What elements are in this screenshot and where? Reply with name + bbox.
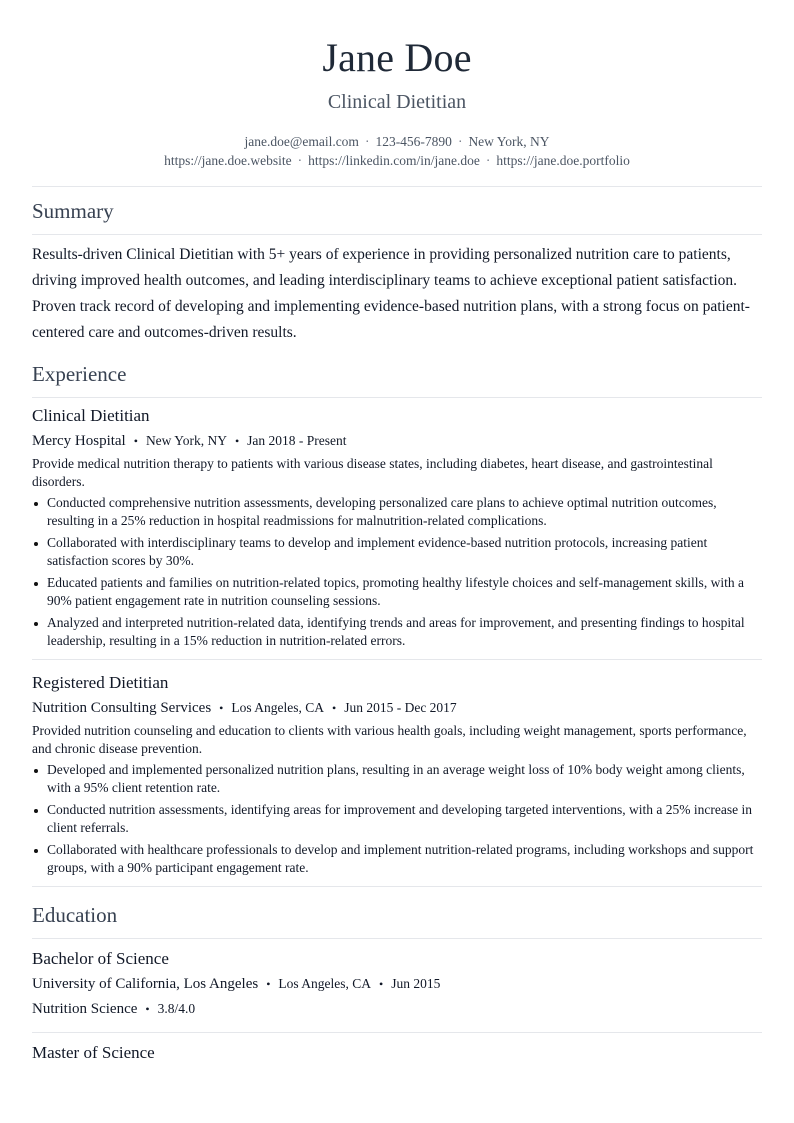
separator: · (457, 134, 463, 149)
separator: · (297, 153, 303, 168)
job-dates: Jun 2015 - Dec 2017 (344, 700, 457, 715)
job-meta (32, 697, 762, 719)
header-divider (32, 186, 762, 187)
portfolio-link[interactable]: https://jane.doe.portfolio (496, 153, 630, 168)
degree-name: Bachelor of Science (32, 949, 169, 968)
candidate-title: Clinical Dietitian (327, 91, 467, 113)
job-achievements (32, 494, 762, 650)
job-entry (32, 671, 762, 877)
education-entry (32, 947, 762, 1021)
achievement-item: Conducted nutrition assessments, identifying areas for improvement and developing targeted interventions, with a 25% increase in client referrals. (32, 801, 762, 837)
bullet-separator: • (379, 977, 384, 991)
bullet-separator: • (266, 977, 271, 991)
job-description: Provide medical nutrition therapy to patients with various disease states, including diabetes, heart disease, and gastrointestinal disorders. (32, 456, 713, 489)
job-location: Los Angeles, CA (231, 700, 324, 715)
education-heading: Education (32, 903, 118, 927)
school-location: Los Angeles, CA (278, 976, 372, 991)
company-name: Mercy Hospital (32, 433, 126, 449)
achievement-item: Developed and implemented personalized nutrition plans, resulting in an average weight loss of 10% body weight among clients, with a 95% client retention rate. (32, 761, 762, 797)
job-achievements (32, 761, 762, 877)
education-entry (32, 1041, 762, 1065)
candidate-name: Jane Doe (322, 35, 472, 80)
field-line (32, 997, 762, 1021)
job-entry (32, 404, 762, 650)
resume-header (32, 0, 762, 170)
achievement-item: Conducted comprehensive nutrition assessments, developing personalized care plans to achieve optimal nutrition outcomes, resulting in a 25% reduction in hospital readmissions for malnutrition-related complications. (32, 494, 762, 530)
entry-divider (32, 659, 762, 660)
entry-divider (32, 886, 762, 887)
linkedin-link[interactable]: https://linkedin.com/in/jane.doe (308, 153, 480, 168)
experience-section (32, 360, 762, 887)
job-title: Clinical Dietitian (32, 406, 150, 425)
job-meta (32, 430, 762, 452)
website-link[interactable]: https://jane.doe.website (164, 153, 292, 168)
section-divider (32, 938, 762, 939)
contact-row-primary (32, 132, 762, 151)
job-title: Registered Dietitian (32, 673, 169, 692)
email-link[interactable]: jane.doe@email.com (244, 134, 359, 149)
bullet-separator: • (145, 1002, 150, 1016)
experience-heading: Experience (32, 362, 127, 386)
job-location: New York, NY (145, 433, 227, 448)
separator: · (485, 153, 491, 168)
job-description: Provided nutrition counseling and education to clients with various health goals, including weight management, sports performance, and chronic disease prevention. (32, 723, 747, 756)
company-name: Nutrition Consulting Services (32, 700, 212, 716)
graduation-date: Jun 2015 (391, 976, 441, 991)
achievement-item: Educated patients and families on nutrition-related topics, promoting healthy lifestyle choices and self-management skills, with a 90% patient engagement rate in nutrition counseling sessions. (32, 574, 762, 610)
contact-row-links (32, 151, 762, 170)
contact-location: New York, NY (468, 134, 550, 149)
phone-number: 123-456-7890 (375, 134, 452, 149)
school-name: University of California, Los Angeles (32, 976, 259, 992)
school-line (32, 972, 762, 996)
gpa: 3.8/4.0 (157, 1001, 196, 1016)
summary-heading: Summary (32, 199, 114, 223)
summary-section (32, 197, 762, 346)
achievement-item: Collaborated with interdisciplinary teams to develop and implement evidence-based nutrition protocols, increasing patient satisfaction scores by 30%. (32, 534, 762, 570)
degree-name: Master of Science (32, 1043, 155, 1062)
bullet-separator: • (234, 434, 240, 448)
section-divider (32, 397, 762, 398)
achievement-item: Collaborated with healthcare professionals to develop and implement nutrition-related programs, including workshops and support groups, with a 90% participant engagement rate. (32, 841, 762, 877)
section-divider (32, 234, 762, 235)
entry-divider (32, 1032, 762, 1033)
bullet-separator: • (219, 701, 224, 715)
achievement-item: Analyzed and interpreted nutrition-related data, identifying trends and areas for improvement, and presenting findings to hospital leadership, resulting in a 15% reduction in nutrition-related errors. (32, 614, 762, 650)
field-of-study: Nutrition Science (32, 1001, 138, 1017)
separator: · (364, 134, 370, 149)
education-section (32, 901, 762, 1065)
bullet-separator: • (133, 434, 138, 448)
bullet-separator: • (332, 701, 337, 715)
job-dates: Jan 2018 - Present (247, 433, 347, 448)
summary-text: Results-driven Clinical Dietitian with 5+ years of experience in providing personalized nutrition care to patients, driving improved health outcomes, and leading interdisciplinary teams to achieve exceptional patient satisfaction. Proven track record of developing and implementing evidence-based nutrition plans, with a strong focus on patient-centered care and outcomes-driven results. (32, 246, 750, 341)
